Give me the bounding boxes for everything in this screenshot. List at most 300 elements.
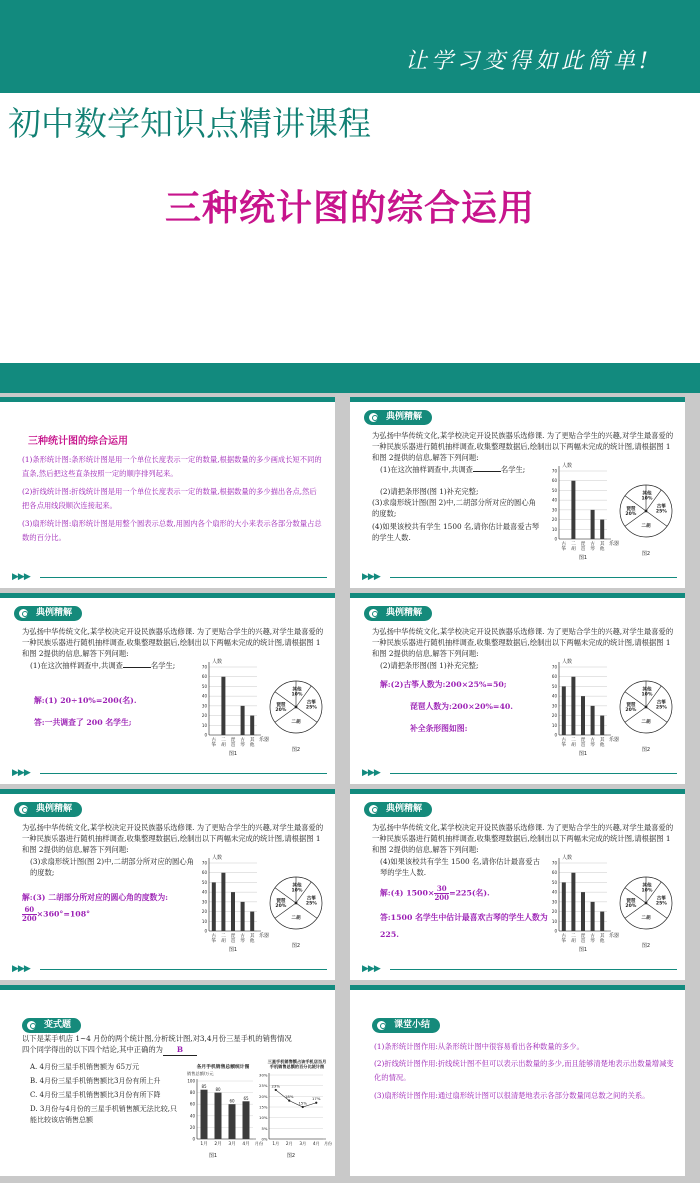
- slide-answer-2: [350, 593, 685, 784]
- x-tick-label: 琵: [230, 738, 236, 743]
- y-tick-label: 10: [551, 526, 557, 532]
- y-tick-label: 0: [192, 1136, 195, 1142]
- pie-label: 二胡: [641, 719, 651, 725]
- y-tick-label: 40: [201, 693, 207, 699]
- sales-bar-value: 60: [229, 1098, 235, 1104]
- y-tick-label: 10: [551, 722, 557, 728]
- pie-center: [295, 706, 298, 709]
- slide-top-bar: [0, 789, 335, 794]
- pie-chart-fig2: [266, 671, 326, 757]
- line-point: [302, 1106, 304, 1108]
- pie-label: 25%: [655, 705, 667, 711]
- bar-chart-svg: [547, 459, 619, 561]
- y-tick-label: 60: [551, 674, 557, 680]
- y-tick-label: 10%: [259, 1115, 268, 1121]
- question-1: (1)在这次抽样调查中,共调查 名学生;: [30, 661, 176, 670]
- x-tick-label: 胡: [571, 939, 576, 944]
- bar-二胡: [571, 873, 575, 931]
- y-tick-label: 70: [201, 664, 207, 670]
- bar-其他: [250, 912, 254, 931]
- slide-top-bar: [350, 985, 685, 990]
- slide-concepts: [0, 397, 335, 588]
- y-tick-label: 70: [201, 860, 207, 866]
- x-tick-label: 琴: [240, 743, 245, 748]
- x-tick-label: 他: [599, 547, 605, 552]
- bar-古琴: [241, 902, 245, 931]
- x-tick-label: 琴: [590, 939, 595, 944]
- y-tick-label: 60: [551, 870, 557, 876]
- y-tick-label: 30%: [259, 1072, 268, 1078]
- slide-variant: [0, 985, 335, 1176]
- pie-label: 其他: [292, 883, 302, 889]
- pie-label: 其他: [642, 883, 652, 889]
- pie-label: 琵琶: [626, 899, 636, 904]
- pie-label: 二胡: [291, 915, 301, 921]
- pie-center: [295, 902, 298, 905]
- slogan-text: 让学习变得如此简单!: [405, 49, 652, 74]
- magnifier-icon: [367, 803, 380, 816]
- pie-center: [645, 510, 648, 513]
- x-tick-label: 琵: [230, 934, 236, 939]
- y-tick-label: 40: [201, 889, 207, 895]
- x-tick-label: 胡: [571, 547, 576, 552]
- x-tick-label: 胡: [571, 743, 576, 748]
- bar-其他: [600, 912, 604, 931]
- x-tick-label: 他: [599, 743, 605, 748]
- x-tick-label: 古: [561, 542, 567, 547]
- line-point: [315, 1102, 317, 1104]
- y-tick-label: 50: [201, 879, 207, 885]
- sales-bar: [229, 1104, 236, 1139]
- pie-chart-fig2: [266, 867, 326, 953]
- x-tick-label: 二: [571, 542, 576, 547]
- bar-古琴: [591, 706, 595, 735]
- pie-label: 古筝: [656, 896, 667, 902]
- pie-label: 二胡: [291, 719, 301, 725]
- x-tick-label: 筝: [561, 743, 567, 748]
- pie-label: 20%: [275, 708, 287, 713]
- x-tick-label: 2月: [285, 1141, 293, 1146]
- x-tick-label: 琴: [590, 547, 595, 552]
- y-tick-label: 0: [554, 732, 557, 738]
- magnifier-icon: [367, 411, 380, 424]
- concept-bar: (1)条形统计图:条形统计图是用一个单位长度表示一定的数量,根据数量的多少画成长短不同的直条,然后把这些直条按照一定的顺序排列起来。: [22, 455, 322, 478]
- pie-chart-svg: [616, 671, 676, 757]
- pie-label: 25%: [655, 509, 667, 515]
- magnifier-icon: [367, 607, 380, 620]
- option-d: D. 3月份与4月份的三星手机销售额无法比较,只能比较该店销售总额: [30, 1105, 177, 1124]
- pie-label: 10%: [641, 496, 653, 502]
- summary-line: (2)折线统计图作用:折线统计图不但可以表示出数量的多少,而且能够清楚地表示出数量增减变化的情况。: [374, 1059, 674, 1082]
- pie-label: 其他: [642, 687, 652, 693]
- lesson-title: 三种统计图的综合运用: [164, 188, 535, 229]
- x-tick-label: 胡: [221, 939, 226, 944]
- y-tick-label: 0: [554, 928, 557, 934]
- example-label: 典例精解: [364, 410, 432, 425]
- pie-label: 10%: [641, 888, 653, 894]
- answer-1-conclusion: 答:一共调查了 200 名学生;: [34, 718, 132, 727]
- concept-pie: (3)扇形统计图:扇形统计图是用整个圆表示总数,用圆内各个扇形的大小来表示各部分数量占总数的百分比。: [22, 519, 322, 542]
- line-point-label: 18%: [285, 1094, 294, 1100]
- pie-label: 20%: [625, 512, 637, 517]
- figure-caption: 图2: [286, 1153, 296, 1159]
- x-axis-label: 乐器: [258, 933, 269, 939]
- question-1: (1)在这次抽样调查中,共调查 名学生;: [380, 465, 526, 474]
- x-tick-label: 其: [599, 934, 605, 939]
- x-tick-label: 古: [561, 934, 567, 939]
- slide-answer-1: [0, 593, 335, 784]
- y-tick-label: 15%: [259, 1104, 268, 1110]
- bar-chart-fig1: [547, 459, 619, 561]
- x-tick-label: 古: [211, 934, 217, 939]
- arrows-decoration: ▶▶▶: [12, 964, 30, 974]
- figure-caption: 图2: [291, 747, 301, 753]
- summary-label: 课堂小结: [372, 1018, 440, 1033]
- line-point: [288, 1100, 290, 1102]
- x-tick-label: 二: [221, 738, 226, 743]
- x-tick-label: 古: [240, 738, 245, 743]
- pie-label: 10%: [291, 692, 303, 698]
- slide-top-bar: [0, 397, 335, 402]
- variant-label: 变式题: [22, 1018, 81, 1033]
- divider-line: [40, 969, 327, 970]
- pie-label: 20%: [625, 904, 637, 909]
- answer-4-b: 答:1500 名学生中估计最喜欢古琴的学生人数为 225.: [380, 913, 548, 939]
- y-axis-label: 人数: [562, 659, 573, 665]
- option-a: A. 4月份三星手机销售额为 65万元: [30, 1063, 140, 1071]
- y-tick-label: 30: [201, 703, 207, 709]
- y-tick-label: 20%: [259, 1093, 268, 1099]
- sales-bar: [243, 1101, 250, 1139]
- x-tick-label: 4月: [242, 1142, 250, 1147]
- bar-古筝: [562, 882, 566, 931]
- question-2: (2)请把条形图(图 1)补充完整;: [380, 487, 479, 496]
- y-tick-label: 20: [189, 1124, 195, 1130]
- example-label: 典例精解: [364, 606, 432, 621]
- y-tick-label: 60: [551, 478, 557, 484]
- pie-center: [645, 706, 648, 709]
- divider-line: [40, 773, 327, 774]
- bar-其他: [600, 520, 604, 539]
- option-c: C. 4月份三星手机销售额比3月份有所下降: [30, 1091, 161, 1099]
- y-tick-label: 0: [554, 536, 557, 542]
- x-tick-label: 琶: [580, 939, 586, 944]
- pie-chart-svg: [266, 867, 326, 953]
- x-tick-label: 胡: [221, 743, 226, 748]
- x-axis-label: 乐器: [608, 933, 619, 939]
- line-point-label: 15%: [298, 1100, 307, 1106]
- pie-label: 二胡: [641, 915, 651, 921]
- divider-line: [40, 577, 327, 578]
- y-tick-label: 50: [551, 683, 557, 689]
- y-tick-label: 70: [551, 664, 557, 670]
- pie-label: 古筝: [306, 896, 317, 902]
- y-tick-label: 0: [204, 928, 207, 934]
- x-tick-label: 1月: [272, 1141, 280, 1146]
- question-4: (4)如果该校共有学生 1500 名,请你估计最喜爱古琴的学生人数.: [380, 857, 540, 877]
- x-tick-label: 3月: [299, 1141, 307, 1146]
- problem-intro: 为弘扬中华传统文化,某学校决定开设民族器乐选修课. 为了更贴合学生的兴趣,对学生最喜爱的一种民族乐器进行随机抽样调查,收集整理数据后,绘制出以下两幅未完成的统计图,请根据图 1 和图 2提供的信息,解答下列问题:: [372, 431, 674, 462]
- x-tick-label: 琶: [580, 743, 586, 748]
- bar-二胡: [221, 677, 225, 735]
- sales-chart-title: 各月手机销售总额统计图: [196, 1065, 250, 1070]
- arrows-decoration: ▶▶▶: [362, 572, 380, 582]
- x-tick-label: 古: [590, 934, 595, 939]
- y-tick-label: 0%: [261, 1136, 268, 1142]
- y-tick-label: 10: [201, 918, 207, 924]
- y-axis-label: 人数: [212, 659, 223, 665]
- pie-center: [645, 902, 648, 905]
- pie-label: 其他: [642, 491, 652, 497]
- x-tick-label: 二: [571, 738, 576, 743]
- cover-slide: [0, 0, 700, 393]
- arrows-decoration: ▶▶▶: [12, 572, 30, 582]
- bar-chart-svg: [197, 851, 269, 953]
- line-chart-title: 三星手机销售额占该手机店当月: [267, 1059, 327, 1064]
- slide-top-bar: [0, 593, 335, 598]
- figure-caption: 图1: [228, 947, 238, 953]
- x-tick-label: 古: [211, 738, 217, 743]
- y-tick-label: 40: [551, 693, 557, 699]
- samsung-line-chart: [254, 1057, 333, 1161]
- divider-line: [390, 969, 677, 970]
- y-tick-label: 70: [551, 860, 557, 866]
- x-tick-label: 古: [590, 738, 595, 743]
- pie-label: 20%: [625, 708, 637, 713]
- bar-chart-fig1-complete: [547, 851, 619, 953]
- bar-其他: [250, 716, 254, 735]
- x-tick-label: 1月: [200, 1142, 208, 1147]
- y-tick-label: 60: [189, 1101, 195, 1107]
- x-tick-label: 琵: [580, 542, 586, 547]
- figure-caption: 图1: [578, 751, 588, 757]
- sales-bar-value: 85: [201, 1084, 207, 1090]
- answer-3-b: $\frac{60}{200}$ ×360°=108°: [22, 905, 91, 923]
- answer-2-b: 琵琶人数为:200×20%=40.: [410, 702, 514, 711]
- section-title: 三种统计图的综合运用: [28, 436, 128, 447]
- bar-琵琶: [581, 892, 585, 931]
- magnifier-icon: [25, 1019, 38, 1032]
- answer-4-a: 解:(4) 1500× $\frac{30}{200}$ =225(名).: [380, 884, 490, 902]
- line-point-label: 17%: [312, 1096, 321, 1102]
- x-axis-label: 月份: [324, 1141, 332, 1146]
- percent-line: [276, 1090, 317, 1107]
- figure-caption: 图1: [578, 555, 588, 561]
- x-axis-label: 乐器: [608, 737, 619, 743]
- pie-label: 10%: [291, 888, 303, 894]
- y-tick-label: 40: [189, 1113, 195, 1119]
- y-tick-label: 5%: [261, 1125, 268, 1131]
- problem-intro: 为弘扬中华传统文化,某学校决定开设民族器乐选修课. 为了更贴合学生的兴趣,对学生最喜爱的一种民族乐器进行随机抽样调查,收集整理数据后,绘制出以下两幅未完成的统计图,请根据图 1 和图 2提供的信息,解答下列问题:: [372, 823, 674, 854]
- slide-top-bar: [350, 789, 685, 794]
- pie-label: 琵琶: [276, 703, 286, 708]
- question-4: (4)如果该校共有学生 1500 名,请你估计最喜爱古琴的学生人数.: [372, 522, 540, 542]
- y-tick-label: 20: [551, 909, 557, 915]
- slide-top-bar: [0, 985, 335, 990]
- x-tick-label: 二: [221, 934, 226, 939]
- bar-chart-fig1: [197, 655, 269, 757]
- magnifier-icon: [17, 607, 30, 620]
- concept-line: (2)折线统计图:折线统计图是用一个单位长度表示一定的数量,根据数量的多少描出各点,然后把各点用线段顺次连接起来。: [22, 487, 317, 510]
- pie-label: 25%: [305, 705, 317, 711]
- slide-example-problem: [350, 397, 685, 588]
- slide-answer-4: [350, 789, 685, 980]
- pie-label: 二胡: [641, 523, 651, 529]
- x-tick-label: 古: [561, 738, 567, 743]
- y-tick-label: 20: [551, 517, 557, 523]
- x-tick-label: 琴: [240, 939, 245, 944]
- figure-caption: 图2: [641, 551, 651, 557]
- arrows-decoration: ▶▶▶: [12, 768, 30, 778]
- variant-question: 以下是某手机店 1~4 月份的两个统计图,分析统计图,对3,4月份三星手机的销售情况四个同学得出的以下四个结论,其中正确的为 B: [22, 1034, 292, 1054]
- x-tick-label: 二: [571, 934, 576, 939]
- figure-caption: 图2: [641, 747, 651, 753]
- line-chart-title: 手机销售总额的百分比统计图: [269, 1064, 325, 1069]
- y-tick-label: 30: [551, 507, 557, 513]
- bar-古琴: [591, 510, 595, 539]
- pie-label: 古筝: [656, 504, 667, 510]
- y-axis-label: 人数: [562, 855, 573, 861]
- answer-2-c: 补全条形图如图:: [410, 724, 468, 733]
- pie-chart-fig2: [616, 867, 676, 953]
- y-tick-label: 60: [201, 870, 207, 876]
- summary-bar: (1)条形统计图作用:从条形统计图中很容易看出各种数量的多少。: [374, 1042, 584, 1051]
- x-tick-label: 琶: [230, 743, 236, 748]
- summary-pie: (3)扇形统计图作用:通过扇形统计图可以很清楚地表示各部分数量同总数之间的关系。: [374, 1091, 650, 1100]
- x-tick-label: 琴: [590, 743, 595, 748]
- x-tick-label: 3月: [228, 1142, 236, 1147]
- bar-古琴: [241, 706, 245, 735]
- x-tick-label: 筝: [561, 547, 567, 552]
- slide-summary: [350, 985, 685, 1176]
- pie-label: 25%: [655, 901, 667, 907]
- answer-3-a: 解:(3) 二胡部分所对应的圆心角的度数为:: [22, 893, 169, 902]
- bar-二胡: [571, 481, 575, 539]
- bar-古筝: [562, 686, 566, 735]
- bar-二胡: [571, 677, 575, 735]
- x-axis-label: 乐器: [608, 541, 619, 547]
- bar-古筝: [212, 882, 216, 931]
- bar-chart-svg: [547, 655, 619, 757]
- x-tick-label: 古: [240, 934, 245, 939]
- bar-chart-fig1-complete: [197, 851, 269, 953]
- cover-bottom-banner: [0, 363, 700, 393]
- y-tick-label: 25%: [259, 1083, 268, 1089]
- divider-line: [390, 577, 677, 578]
- bar-chart-svg: [547, 851, 619, 953]
- slide-answer-3: [0, 789, 335, 980]
- answer-2-a: 解:(2)古筝人数为:200×25%=50;: [380, 680, 507, 689]
- y-tick-label: 30: [551, 899, 557, 905]
- y-axis-label: 人数: [562, 463, 573, 469]
- y-tick-label: 0: [204, 732, 207, 738]
- pie-label: 25%: [305, 901, 317, 907]
- x-tick-label: 琶: [580, 547, 586, 552]
- y-tick-label: 50: [551, 487, 557, 493]
- y-tick-label: 60: [201, 674, 207, 680]
- x-tick-label: 其: [249, 934, 255, 939]
- y-tick-label: 50: [551, 879, 557, 885]
- y-tick-label: 100: [187, 1078, 195, 1084]
- line-point: [275, 1089, 277, 1091]
- question-3: (3)求扇形统计图(图 2)中,二胡部分所对应的圆心角的度数;: [372, 498, 536, 518]
- option-b: B. 4月份三星手机销售额比3月份有所上升: [30, 1077, 161, 1085]
- y-tick-label: 40: [551, 889, 557, 895]
- figure-caption: 图1: [578, 947, 588, 953]
- pie-label: 琵琶: [626, 703, 636, 708]
- sales-bar-value: 80: [215, 1087, 221, 1093]
- question-3: (3)求扇形统计图(图 2)中,二胡部分所对应的圆心角的度数;: [30, 857, 194, 877]
- x-tick-label: 筝: [211, 743, 217, 748]
- figure-caption: 图1: [228, 751, 238, 757]
- pie-label: 其他: [292, 687, 302, 693]
- problem-intro: 为弘扬中华传统文化,某学校决定开设民族器乐选修课. 为了更贴合学生的兴趣,对学生最喜爱的一种民族乐器进行随机抽样调查,收集整理数据后,绘制出以下两幅未完成的统计图,请根据图 1 和图 2提供的信息,解答下列问题:: [372, 627, 674, 658]
- y-tick-label: 20: [551, 713, 557, 719]
- pie-chart-svg: [266, 671, 326, 757]
- y-tick-label: 30: [201, 899, 207, 905]
- x-tick-label: 琵: [580, 934, 586, 939]
- sales-bar: [215, 1093, 222, 1139]
- sales-bar-svg: [183, 1061, 263, 1161]
- slide-top-bar: [350, 593, 685, 598]
- bar-二胡: [221, 873, 225, 931]
- sales-chart-unit: 销售总额/万元: [187, 1071, 214, 1076]
- pie-chart-svg: [616, 475, 676, 561]
- figure-caption: 图1: [208, 1153, 218, 1159]
- y-tick-label: 20: [201, 713, 207, 719]
- y-tick-label: 10: [201, 722, 207, 728]
- example-label: 典例精解: [14, 802, 82, 817]
- bar-琵琶: [231, 892, 235, 931]
- x-tick-label: 筝: [561, 939, 567, 944]
- pie-chart-fig2: [616, 671, 676, 757]
- samsung-line-svg: [254, 1057, 333, 1161]
- pie-label: 琵琶: [276, 899, 286, 904]
- arrows-decoration: ▶▶▶: [362, 964, 380, 974]
- y-tick-label: 50: [201, 683, 207, 689]
- slide-top-bar: [350, 397, 685, 402]
- y-tick-label: 30: [551, 703, 557, 709]
- x-tick-label: 琵: [580, 738, 586, 743]
- bar-chart-svg: [197, 655, 269, 757]
- figure-caption: 图2: [641, 943, 651, 949]
- figure-caption: 图2: [291, 943, 301, 949]
- y-tick-label: 10: [551, 918, 557, 924]
- bar-chart-fig1-complete: [547, 655, 619, 757]
- pie-chart-svg: [616, 867, 676, 953]
- question-2: (2)请把条形图(图 1)补充完整;: [380, 661, 479, 670]
- example-label: 典例精解: [14, 606, 82, 621]
- x-tick-label: 他: [599, 939, 605, 944]
- pie-chart-fig2: [616, 475, 676, 561]
- bar-古琴: [591, 902, 595, 931]
- x-tick-label: 其: [599, 738, 605, 743]
- x-axis-label: 月份: [254, 1141, 263, 1146]
- x-tick-label: 其: [599, 542, 605, 547]
- x-tick-label: 筝: [211, 939, 217, 944]
- example-label: 典例精解: [364, 802, 432, 817]
- y-tick-label: 20: [201, 909, 207, 915]
- pie-label: 琵琶: [626, 507, 636, 512]
- x-tick-label: 2月: [214, 1142, 222, 1147]
- x-tick-label: 琶: [230, 939, 236, 944]
- sales-bar-value: 65: [243, 1095, 249, 1101]
- arrows-decoration: ▶▶▶: [362, 768, 380, 778]
- y-tick-label: 70: [551, 468, 557, 474]
- magnifier-icon: [375, 1019, 388, 1032]
- sales-bar: [201, 1090, 208, 1139]
- problem-intro: 为弘扬中华传统文化,某学校决定开设民族器乐选修课. 为了更贴合学生的兴趣,对学生最喜爱的一种民族乐器进行随机抽样调查,收集整理数据后,绘制出以下两幅未完成的统计图,请根据图 1 和图 2提供的信息,解答下列问题:: [22, 627, 324, 658]
